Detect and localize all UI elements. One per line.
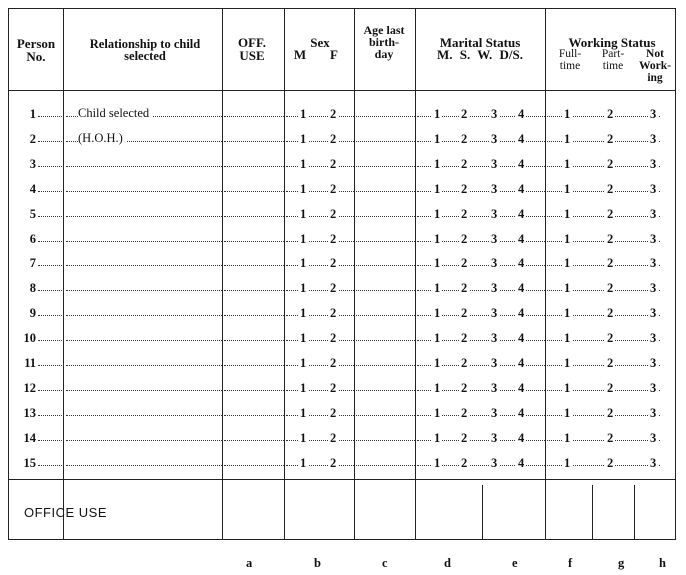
code-option[interactable]: 4 xyxy=(518,156,525,171)
off-use-field xyxy=(224,440,284,441)
relationship-field xyxy=(66,465,222,466)
code-option[interactable]: 2 xyxy=(330,281,337,296)
code-option[interactable]: 2 xyxy=(607,206,614,221)
code-option[interactable]: 2 xyxy=(607,156,614,171)
code-option[interactable]: 1 xyxy=(300,405,307,420)
col-divider xyxy=(284,8,285,540)
code-option[interactable]: 1 xyxy=(300,107,307,121)
code-option[interactable]: 2 xyxy=(607,331,614,346)
off-use-field xyxy=(224,216,284,217)
code-option[interactable]: 2 xyxy=(607,256,614,271)
code-option[interactable]: 3 xyxy=(491,331,498,346)
code-option[interactable]: 2 xyxy=(607,430,614,445)
sex-field xyxy=(286,340,354,341)
code-option[interactable]: 3 xyxy=(650,455,657,470)
code-option[interactable]: 3 xyxy=(650,306,657,321)
office-divider xyxy=(634,485,635,540)
column-letter: e xyxy=(512,556,518,570)
number-leader xyxy=(38,265,64,266)
code-option[interactable]: 4 xyxy=(518,107,525,121)
off-use-field xyxy=(224,116,284,117)
code-option[interactable]: 1 xyxy=(300,331,307,346)
relationship-field xyxy=(66,440,222,441)
off-use-field xyxy=(224,191,284,192)
code-option[interactable]: 1 xyxy=(434,206,441,221)
col-divider xyxy=(222,8,223,540)
number-leader xyxy=(38,365,64,366)
code-option[interactable]: 2 xyxy=(461,281,468,296)
col-divider xyxy=(545,8,546,540)
column-letter: d xyxy=(444,556,451,570)
code-option[interactable]: 1 xyxy=(300,231,307,246)
sex-field xyxy=(286,315,354,316)
age-field xyxy=(356,116,415,117)
sex-field xyxy=(286,265,354,266)
number-leader xyxy=(38,340,64,341)
header-off-use: OFF. USE xyxy=(237,35,267,63)
person-number: 7 xyxy=(29,256,36,271)
code-option[interactable]: 1 xyxy=(300,206,307,221)
off-use-field xyxy=(224,315,284,316)
sex-field xyxy=(286,241,354,242)
code-option[interactable]: 1 xyxy=(564,430,571,445)
number-leader xyxy=(38,465,64,466)
sex-field xyxy=(286,465,354,466)
code-option[interactable]: 3 xyxy=(650,380,657,395)
code-option[interactable]: 3 xyxy=(491,380,498,395)
code-option[interactable]: 2 xyxy=(461,356,468,370)
code-option[interactable]: 2 xyxy=(607,181,614,196)
off-use-field xyxy=(224,415,284,416)
code-option[interactable]: 1 xyxy=(434,131,441,146)
age-field xyxy=(356,390,415,391)
code-option[interactable]: 1 xyxy=(300,455,307,470)
code-option[interactable]: 2 xyxy=(607,107,614,121)
relationship-field xyxy=(66,340,222,341)
code-option[interactable]: 3 xyxy=(650,331,657,346)
code-option[interactable]: 4 xyxy=(518,206,525,221)
relationship-field xyxy=(66,265,222,266)
person-number: 9 xyxy=(29,306,36,321)
code-option[interactable]: 4 xyxy=(518,256,525,271)
code-option[interactable]: 3 xyxy=(650,256,657,271)
number-leader xyxy=(38,216,64,217)
relationship-field xyxy=(66,365,222,366)
code-option[interactable]: 2 xyxy=(330,156,337,171)
code-option[interactable]: 2 xyxy=(330,231,337,246)
code-option[interactable]: 2 xyxy=(461,131,468,146)
code-option[interactable]: 1 xyxy=(434,231,441,246)
header-sex: Sex xyxy=(310,35,330,50)
code-option[interactable]: 2 xyxy=(330,306,337,321)
code-option[interactable]: 1 xyxy=(300,306,307,321)
off-use-field xyxy=(224,290,284,291)
header-working-not: Not Work-ing xyxy=(639,48,671,84)
code-option[interactable]: 3 xyxy=(650,181,657,196)
code-option[interactable]: 4 xyxy=(518,455,525,470)
code-option[interactable]: 3 xyxy=(650,405,657,420)
number-leader xyxy=(38,390,64,391)
code-option[interactable]: 1 xyxy=(300,356,307,370)
code-option[interactable]: 1 xyxy=(434,306,441,321)
off-use-field xyxy=(224,241,284,242)
number-leader xyxy=(38,415,64,416)
code-option[interactable]: 1 xyxy=(434,256,441,271)
column-letter: a xyxy=(246,556,253,570)
code-option[interactable]: 1 xyxy=(564,206,571,221)
number-leader xyxy=(38,440,64,441)
off-use-field xyxy=(224,265,284,266)
code-option[interactable]: 1 xyxy=(564,231,571,246)
code-option[interactable]: 3 xyxy=(650,206,657,221)
code-option[interactable]: 3 xyxy=(491,231,498,246)
age-field xyxy=(356,315,415,316)
code-option[interactable]: 2 xyxy=(330,181,337,196)
code-option[interactable]: 4 xyxy=(518,306,525,321)
age-field xyxy=(356,465,415,466)
code-option[interactable]: 1 xyxy=(564,156,571,171)
code-option[interactable]: 2 xyxy=(461,156,468,171)
column-letter: c xyxy=(382,556,388,570)
age-field xyxy=(356,365,415,366)
code-option[interactable]: 2 xyxy=(330,206,337,221)
code-option[interactable]: 4 xyxy=(518,181,525,196)
column-letter: h xyxy=(659,556,666,570)
code-option[interactable]: 1 xyxy=(434,356,441,370)
sex-field xyxy=(286,440,354,441)
header-person: Person No. xyxy=(16,36,56,64)
age-field xyxy=(356,191,415,192)
code-option[interactable]: 1 xyxy=(564,131,571,146)
code-option[interactable]: 4 xyxy=(518,380,525,395)
code-option[interactable]: 2 xyxy=(461,455,468,470)
code-option[interactable]: 3 xyxy=(491,455,498,470)
form-frame xyxy=(8,8,676,540)
office-divider xyxy=(482,485,483,540)
code-option[interactable]: 1 xyxy=(564,107,571,121)
age-field xyxy=(356,440,415,441)
code-option[interactable]: 2 xyxy=(461,181,468,196)
code-option[interactable]: 1 xyxy=(564,405,571,420)
relationship-field xyxy=(66,315,222,316)
code-option[interactable]: 1 xyxy=(564,455,571,470)
code-option[interactable]: 2 xyxy=(461,231,468,246)
code-option[interactable]: 3 xyxy=(491,131,498,146)
header-marital: Marital Status xyxy=(439,35,521,50)
code-option[interactable]: 1 xyxy=(434,181,441,196)
code-option[interactable]: 2 xyxy=(461,206,468,221)
sex-field xyxy=(286,290,354,291)
person-number: 4 xyxy=(29,181,36,196)
code-option[interactable]: 4 xyxy=(518,231,525,246)
code-option[interactable]: 3 xyxy=(650,231,657,246)
person-number: 12 xyxy=(23,380,36,395)
age-field xyxy=(356,166,415,167)
off-use-field xyxy=(224,141,284,142)
code-option[interactable]: 2 xyxy=(330,131,337,146)
col-divider xyxy=(63,8,64,540)
off-use-field xyxy=(224,166,284,167)
age-field xyxy=(356,216,415,217)
code-option[interactable]: 3 xyxy=(650,356,657,370)
relationship-field xyxy=(66,390,222,391)
header-sex-m: M xyxy=(293,47,307,62)
code-option[interactable]: 3 xyxy=(491,405,498,420)
person-number: 2 xyxy=(29,131,36,146)
code-option[interactable]: 1 xyxy=(564,356,571,370)
number-leader xyxy=(38,191,64,192)
code-option[interactable]: 1 xyxy=(434,281,441,296)
header-age: Age last birth-day xyxy=(363,23,405,61)
code-option[interactable]: 2 xyxy=(607,455,614,470)
header-marital-codes: M. S. W. D/S. xyxy=(436,47,524,62)
code-option[interactable]: 1 xyxy=(300,131,307,146)
person-number: 11 xyxy=(24,356,36,370)
code-option[interactable]: 3 xyxy=(491,107,498,121)
code-option[interactable]: 3 xyxy=(650,156,657,171)
code-option[interactable]: 1 xyxy=(300,256,307,271)
relationship-field xyxy=(66,290,222,291)
code-option[interactable]: 2 xyxy=(330,380,337,395)
code-option[interactable]: 4 xyxy=(518,331,525,346)
code-option[interactable]: 2 xyxy=(330,256,337,271)
code-option[interactable]: 2 xyxy=(461,331,468,346)
person-number: 14 xyxy=(23,430,36,445)
sex-field xyxy=(286,116,354,117)
header-sex-f: F xyxy=(330,47,338,62)
code-option[interactable]: 1 xyxy=(564,256,571,271)
code-option[interactable]: 4 xyxy=(518,281,525,296)
code-option[interactable]: 2 xyxy=(330,455,337,470)
code-option[interactable]: 1 xyxy=(434,156,441,171)
code-option[interactable]: 4 xyxy=(518,356,525,370)
col-divider xyxy=(354,8,355,540)
column-letter: b xyxy=(314,556,321,570)
off-use-field xyxy=(224,390,284,391)
code-option[interactable]: 1 xyxy=(300,181,307,196)
code-option[interactable]: 3 xyxy=(491,306,498,321)
code-option[interactable]: 2 xyxy=(461,430,468,445)
off-use-field xyxy=(224,365,284,366)
relationship-field xyxy=(66,191,222,192)
sex-field xyxy=(286,415,354,416)
code-option[interactable]: 2 xyxy=(607,281,614,296)
number-leader xyxy=(38,241,64,242)
code-option[interactable]: 3 xyxy=(650,281,657,296)
code-option[interactable]: 2 xyxy=(330,331,337,346)
code-option[interactable]: 2 xyxy=(461,107,468,121)
code-option[interactable]: 4 xyxy=(518,405,525,420)
code-option[interactable]: 1 xyxy=(564,281,571,296)
header-working-part: Part-time xyxy=(601,48,625,72)
code-option[interactable]: 3 xyxy=(491,256,498,271)
code-option[interactable]: 3 xyxy=(650,430,657,445)
code-option[interactable]: 1 xyxy=(564,181,571,196)
age-field xyxy=(356,265,415,266)
relationship-field xyxy=(66,241,222,242)
column-letter: g xyxy=(618,556,625,570)
code-option[interactable]: 2 xyxy=(607,405,614,420)
relationship-field xyxy=(66,216,222,217)
person-number: 8 xyxy=(29,281,36,296)
code-option[interactable]: 2 xyxy=(461,256,468,271)
code-option[interactable]: 1 xyxy=(434,107,441,121)
col-divider xyxy=(415,8,416,540)
code-option[interactable]: 1 xyxy=(434,430,441,445)
person-number: 5 xyxy=(29,206,36,221)
person-number: 6 xyxy=(29,231,36,246)
office-rule xyxy=(8,479,676,480)
code-option[interactable]: 3 xyxy=(491,181,498,196)
code-option[interactable]: 3 xyxy=(491,281,498,296)
header-relationship: Relationship to child selected xyxy=(89,37,201,63)
code-option[interactable]: 3 xyxy=(491,356,498,370)
code-option[interactable]: 2 xyxy=(607,380,614,395)
sex-field xyxy=(286,216,354,217)
code-option[interactable]: 4 xyxy=(518,430,525,445)
code-option[interactable]: 2 xyxy=(461,380,468,395)
code-option[interactable]: 1 xyxy=(300,430,307,445)
sex-field xyxy=(286,365,354,366)
office-use-label: OFFICE USE xyxy=(24,505,108,520)
person-number: 10 xyxy=(23,331,36,346)
code-option[interactable]: 2 xyxy=(330,405,337,420)
code-option[interactable]: 2 xyxy=(330,356,337,370)
code-option[interactable]: 2 xyxy=(607,131,614,146)
number-leader xyxy=(38,315,64,316)
code-option[interactable]: 1 xyxy=(300,281,307,296)
code-option[interactable]: 2 xyxy=(461,405,468,420)
header-working: Working Status xyxy=(568,35,656,50)
sex-field xyxy=(286,390,354,391)
sex-field xyxy=(286,166,354,167)
column-letter: f xyxy=(568,556,573,570)
code-option[interactable]: 1 xyxy=(564,331,571,346)
sex-field xyxy=(286,191,354,192)
code-option[interactable]: 3 xyxy=(650,131,657,146)
person-number: 15 xyxy=(23,455,36,470)
number-leader xyxy=(38,166,64,167)
relationship-value: (H.O.H.) xyxy=(78,131,127,146)
code-option[interactable]: 3 xyxy=(491,430,498,445)
code-option[interactable]: 2 xyxy=(330,107,337,121)
relationship-field xyxy=(66,415,222,416)
off-use-field xyxy=(224,465,284,466)
code-option[interactable]: 1 xyxy=(434,405,441,420)
code-option[interactable]: 1 xyxy=(434,380,441,395)
header-working-full: Full-time xyxy=(558,48,582,72)
relationship-value: Child selected xyxy=(78,106,153,121)
relationship-field xyxy=(66,166,222,167)
sex-field xyxy=(286,141,354,142)
person-number: 13 xyxy=(23,405,36,420)
code-option[interactable]: 2 xyxy=(461,306,468,321)
code-option[interactable]: 1 xyxy=(434,331,441,346)
age-field xyxy=(356,141,415,142)
person-number: 3 xyxy=(29,156,36,171)
code-option[interactable]: 2 xyxy=(330,430,337,445)
off-use-field xyxy=(224,340,284,341)
code-option[interactable]: 1 xyxy=(564,306,571,321)
number-leader xyxy=(38,290,64,291)
code-option[interactable]: 3 xyxy=(491,206,498,221)
age-field xyxy=(356,415,415,416)
age-field xyxy=(356,290,415,291)
code-option[interactable]: 1 xyxy=(564,380,571,395)
code-option[interactable]: 1 xyxy=(300,156,307,171)
age-field xyxy=(356,340,415,341)
header-rule xyxy=(8,90,676,91)
number-leader xyxy=(38,141,64,142)
number-leader xyxy=(38,116,64,117)
person-number: 1 xyxy=(29,107,36,121)
code-option[interactable]: 2 xyxy=(607,306,614,321)
code-option[interactable]: 4 xyxy=(518,131,525,146)
code-option[interactable]: 3 xyxy=(491,156,498,171)
code-option[interactable]: 2 xyxy=(607,231,614,246)
code-option[interactable]: 3 xyxy=(650,107,657,121)
code-option[interactable]: 2 xyxy=(607,356,614,370)
age-field xyxy=(356,241,415,242)
code-option[interactable]: 1 xyxy=(300,380,307,395)
code-option[interactable]: 1 xyxy=(434,455,441,470)
office-divider xyxy=(592,485,593,540)
